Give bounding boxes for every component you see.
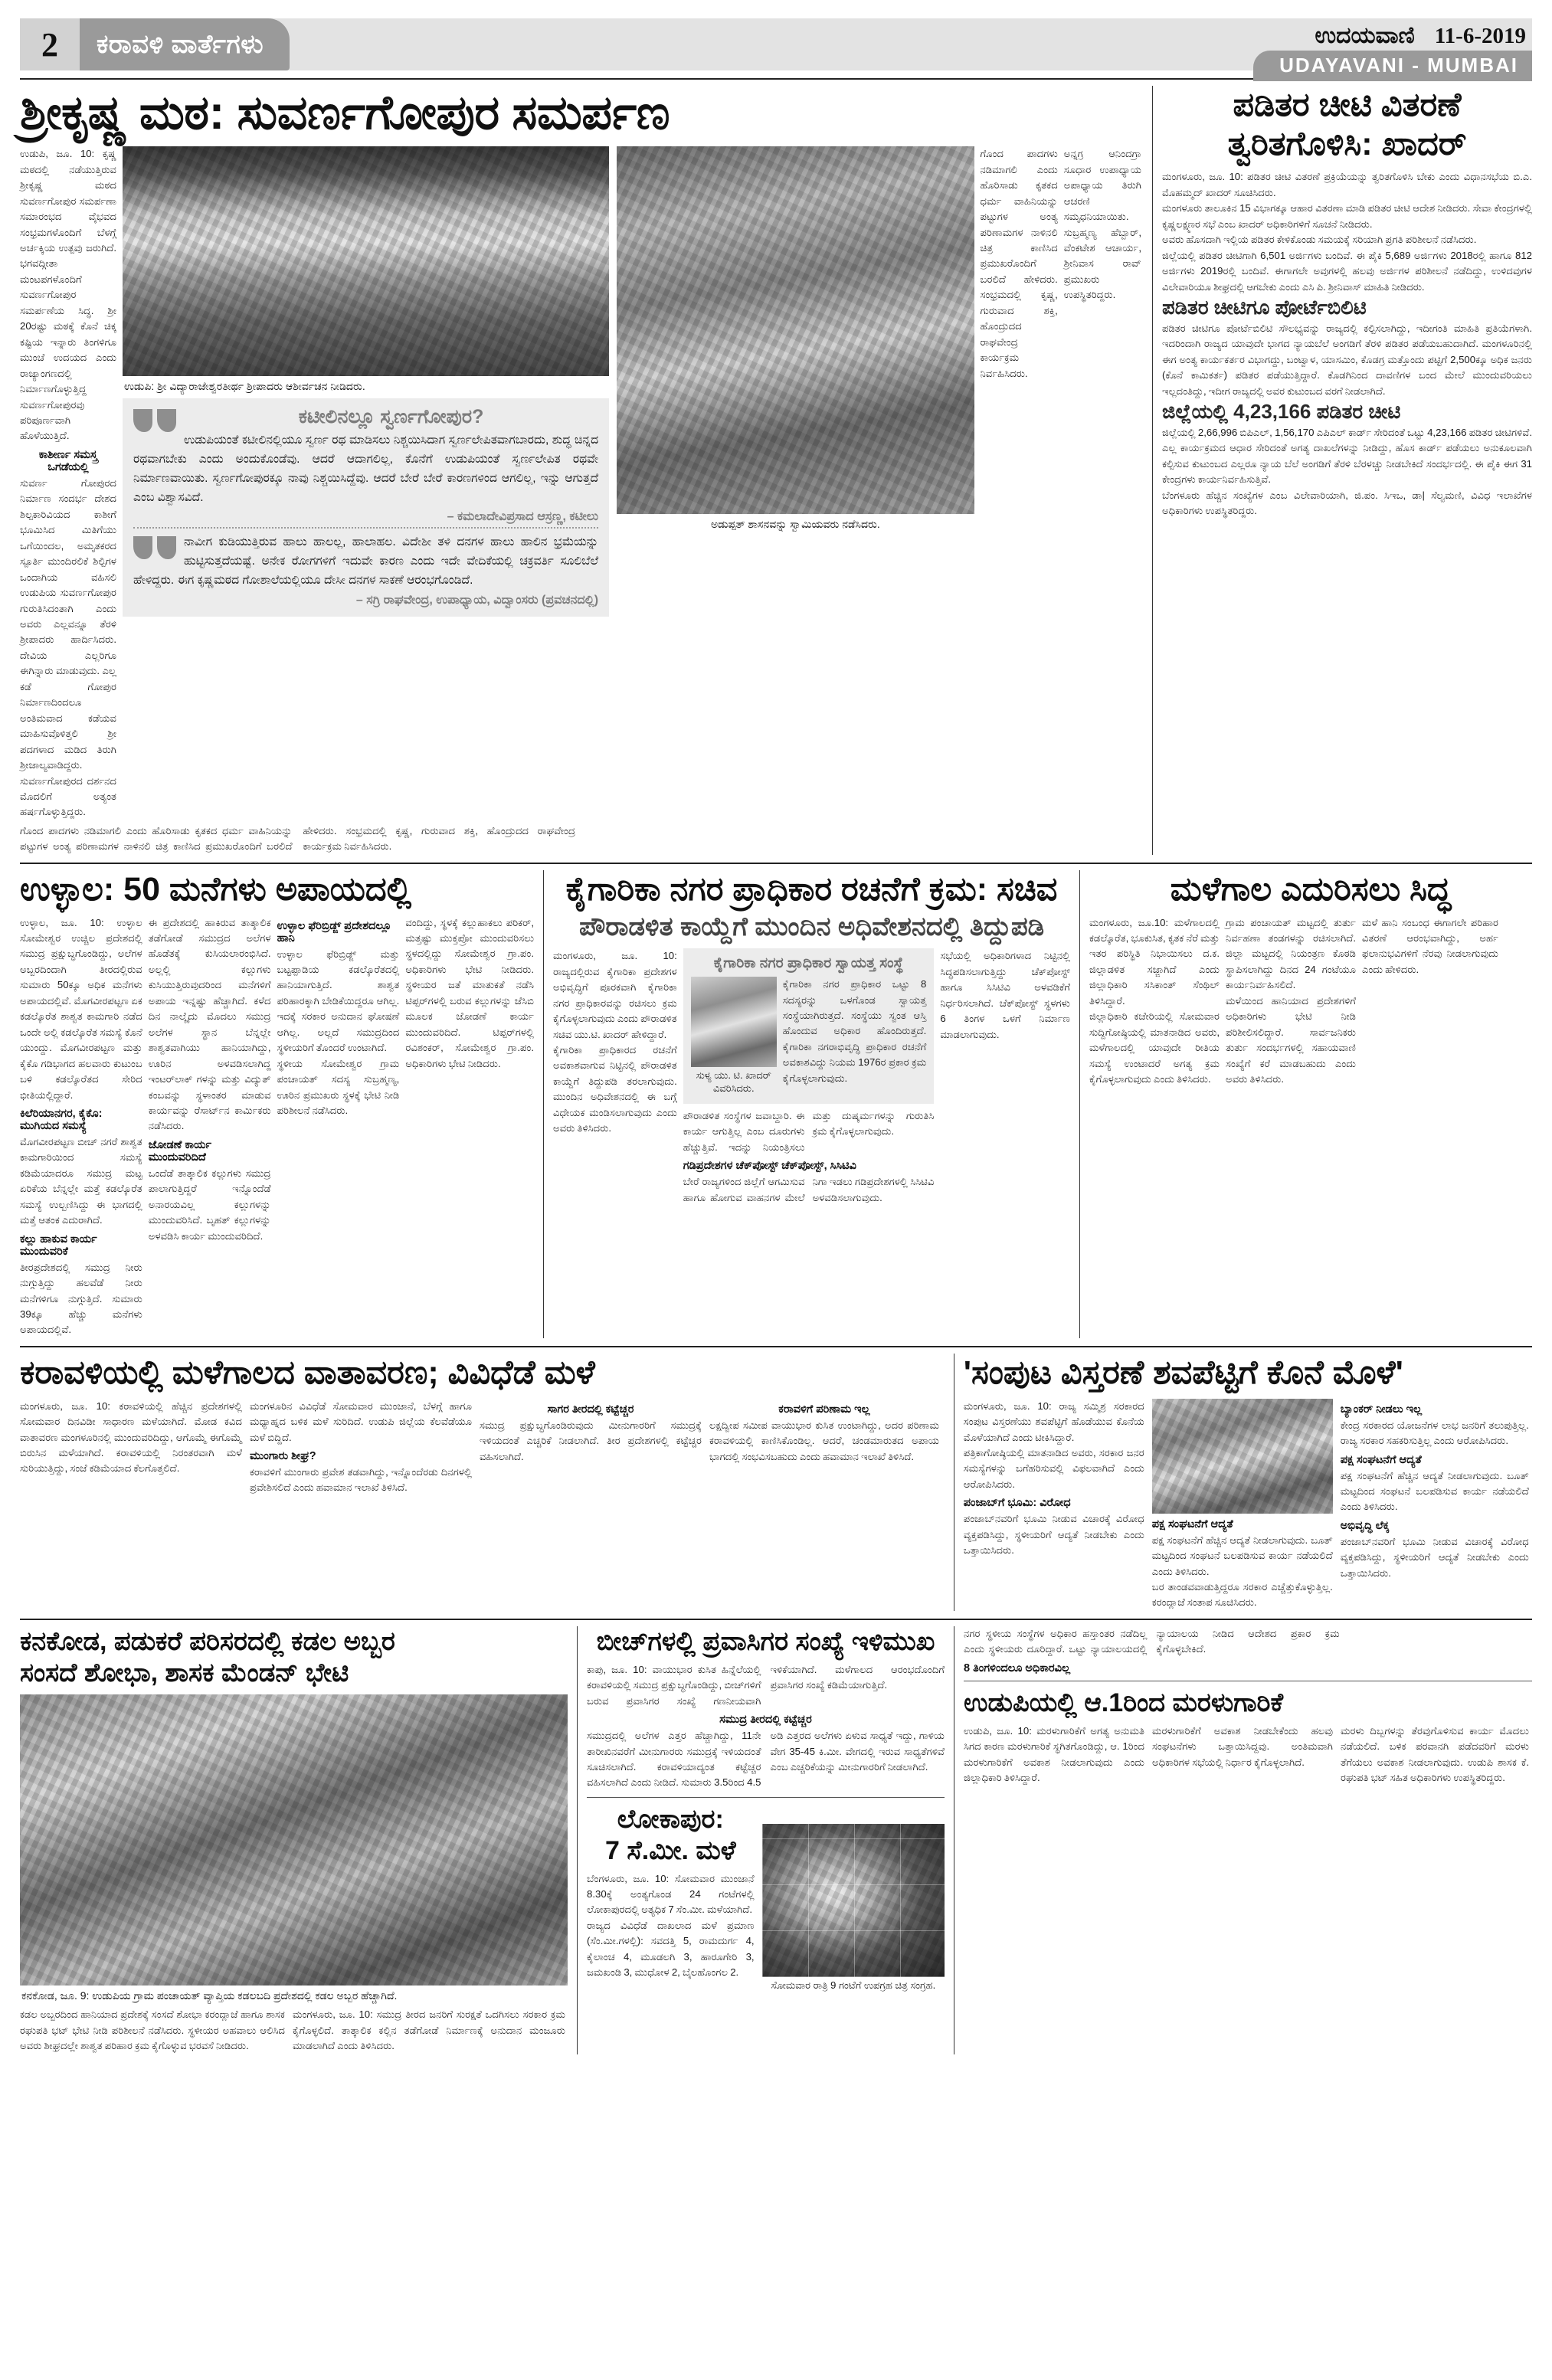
monsoon-para-2: ಜಿಲ್ಲಾಧಿಕಾರಿ ಕಚೇರಿಯಲ್ಲಿ ಸೋಮವಾರ ಸುದ್ದಿಗೋಷ್ಠಿಯಲ್ಲಿ ಮಾತನಾಡಿದ ಅವರು, ಮಳೆಗಾಲದಲ್ಲಿ ಯಾವುದೇ ರೀತಿಯ ಸಮಸ್ಯೆ ಉಂಟಾದರೆ ಅಗತ್ಯ ಕ್ರಮ ಕೈಗೊಳ್ಳಲಾಗುವುದು ಎಂದು ತಿಳಿಸಿದರು. <box>1089 1010 1220 1085</box>
ullal-column-2 <box>149 915 277 1338</box>
ration-para-2: ಮಂಗಳೂರು ತಾಲೂಕಿನ 15 ವಿಭಾಗಕ್ಕೂ ಆಹಾರ ವಿತರಣಾ ಮಾಡಿ ಪಡಿತರ ಚೀಟಿ ಆದೇಶ ನೀಡಿದರು. ಸೇವಾ ಕೇಂದ್ರಗಳಲ್ಲಿ ಕೃಷ್ಣಲಕ್ಷ್ಮಣರ ಸಭೆ ಎಂಬ ಖಾದರ್ ಅಧಿಕಾರಿಗಳಿಗೆ ಸೂಚನೆ ನೀಡಿದರು. <box>1162 202 1532 230</box>
industrial-para-3: ಪೌರಾಡಳಿತ ಸಂಸ್ಥೆಗಳ ಜವಾಬ್ದಾರಿ. ಈ ಕಾರ್ಯ ಆಗುತ್ತಿಲ್ಲ ಎಂಬ ದೂರುಗಳು ಹೆಚ್ಚುತ್ತಿವೆ. ಇದನ್ನು ನಿಯಂತ್ರಿಸಲು ಮತ್ತು ದುಷ್ಕರ್ಮಗಳನ್ನು ಗುರುತಿಸಿ ಕ್ರಮ ಕೈಗೊಳ್ಳಲಾಗುವುದು. <box>683 1109 935 1153</box>
beach-subhead-2: 8 ತಿಂಗಳಿಂದಲೂ ಅಧಿಕಾರವಿಲ್ಲ <box>964 1661 1071 1675</box>
ullal-para-4: ಈ ಪ್ರದೇಶದಲ್ಲಿ ಹಾಕಿರುವ ತಾತ್ಕಾಲಿಕ ತಡೆಗೋಡೆ ಸಮುದ್ರದ ಅಲೆಗಳ ಹೊಡೆತಕ್ಕೆ ಕುಸಿಯಲಾರಂಭಿಸಿದೆ. ಅಲ್ಲಲ್ಲಿ ಕಲ್ಲುಗಳು ಕುಸಿಯುತ್ತಿರುವುದರಿಂದ ಮನೆಗಳಿಗೆ ಅಪಾಯ ಇನ್ನಷ್ಟು ಹೆಚ್ಚಾಗಿದೆ. ಕಳೆದ ದಿನ ನಾಲ್ಕೈದು ಮೊದಲು ಸಮುದ್ರ ಅಲೆಗಳ ಸ್ಥಾನ ಬೆನ್ನಲ್ಲೇ ಶಾಶ್ವತವಾಗಿಯು ಹಾನಿಯಾಗಿದ್ದು, ಊರಿನ ಅಳವಡಿಸಲಾಗಿದ್ದ ಇಂಟರ್‌ಲಾಕ್ ಗಳನ್ನು ಮತ್ತು ವಿದ್ಯುತ್ ಕಂಬವನ್ನು ಸ್ಥಳಾಂತರ ಮಾಡುವ ಕಾರ್ಯವನ್ನು ರೆಸಾರ್ಟ್‌ನ ಕಾರ್ಮಿಕರು ನಡೆಸಿದರು. <box>148 916 271 1132</box>
page-number: 2 <box>20 18 80 70</box>
industrial-box-inner <box>691 977 927 1098</box>
cabinet-subhead-3: ಬ್ಯಾಂಕರ್ ನೀಡಲು ಇಲ್ಲ <box>1340 1403 1423 1416</box>
quote-mark-icon-2 <box>133 536 178 567</box>
cabinet-para-6: ಕೇಂದ್ರ ಸರಕಾರದ ಯೋಜನೆಗಳ ಲಾಭ ಜನರಿಗೆ ತಲುಪುತ್ತಿಲ್ಲ. ರಾಜ್ಯ ಸರಕಾರ ಸಹಕರಿಸುತ್ತಿಲ್ಲ ಎಂದು ಆರೋಪಿಸಿದರು. <box>1340 1419 1529 1447</box>
lead-headline: ಶ್ರೀಕೃಷ್ಣ ಮಠ: ಸುವರ್ಣಗೋಪುರ ಸಮರ್ಪಣ <box>20 87 670 139</box>
kanakoda-para-1: ಕಡಲ ಅಬ್ಬರದಿಂದ ಹಾನಿಯಾದ ಪ್ರದೇಶಕ್ಕೆ ಸಂಸದೆ ಶೋಭಾ ಕರಂದ್ಲಾಜೆ ಹಾಗೂ ಶಾಸಕ ರಘುಪತಿ ಭಟ್ ಭೇಟಿ ನೀಡಿ ಪರಿಶೀಲನೆ ನಡೆಸಿದರು. ಸ್ಥಳೀಯರ ಅಹವಾಲು ಆಲಿಸಿದ ಅವರು ಶೀಘ್ರದಲ್ಲೇ ಶಾಶ್ವತ ಪರಿಹಾರ ಕ್ರಮ ಕೈಗೊಳ್ಳುವ ಭರವಸೆ ನೀಡಿದರು. <box>20 2008 285 2052</box>
ullal-column-1 <box>20 915 149 1338</box>
cabinet-story <box>954 1354 1532 1611</box>
ration-story <box>1152 86 1532 855</box>
section-label: ಕರಾವಳಿ ವಾರ್ತೆಗಳು <box>80 18 290 70</box>
bottom-section <box>20 1626 1532 2054</box>
satellite-image <box>762 1824 945 1977</box>
udupi-sand-column-1 <box>964 1724 1152 1786</box>
coastal-columns <box>20 1399 945 1496</box>
coastal-para-4: ಸಮುದ್ರ ಪ್ರಕ್ಷುಬ್ಧಗೊಂಡಿರುವುದು ಮೀನುಗಾರರಿಗೆ ಸಮುದ್ರಕ್ಕೆ ಇಳಿಯದಂತೆ ಎಚ್ಚರಿಕೆ ನೀಡಲಾಗಿದೆ. ತೀರ ಪ್ರದೇಶಗಳಲ್ಲಿ ಕಟ್ಟೆಚ್ಚರ ವಹಿಸಲಾಗಿದೆ. <box>480 1419 702 1462</box>
ullal-subhead-2: ಕಲ್ಲು ಹಾಕುವ ಕಾರ್ಯ ಮುಂದುವರಿಕೆ <box>20 1233 97 1258</box>
monsoon-para-3: ಗ್ರಾಮ ಪಂಚಾಯತ್ ಮಟ್ಟದಲ್ಲಿ ತುರ್ತು ನಿರ್ವಹಣಾ ತಂಡಗಳನ್ನು ರಚಿಸಲಾಗಿದೆ. ಜಿಲ್ಲಾ ಮಟ್ಟದಲ್ಲಿ ನಿಯಂತ್ರಣ ಕೊಠಡಿ ಸ್ಥಾಪಿಸಲಾಗಿದ್ದು ದಿನದ 24 ಗಂಟೆಯೂ ಕಾರ್ಯನಿರ್ವಹಿಸಲಿದೆ. <box>1226 916 1356 991</box>
coastal-column-1 <box>20 1399 250 1496</box>
lead-column-3 <box>974 146 1058 820</box>
photo-crowd-caption: ಅಡುಪ್ಪತ್ ಶಾಸನವನ್ನು ಸ್ವಾಮಿಯವರು ನಡೆಸಿದರು. <box>710 518 880 531</box>
section-divider-3 <box>20 1619 1532 1620</box>
ullal-para-1: ಉಳ್ಳಾಲ, ಜೂ. 10: ಉಳ್ಳಾಲ ಸೋಮೇಶ್ವರ ಉಚ್ಚಿಲ ಪ್ರದೇಶದಲ್ಲಿ ಸಮುದ್ರ ಪ್ರಕ್ಷುಬ್ಧಗೊಂಡಿದ್ದು, ಅಲೆಗಳ ಅಬ್ಬರದಿಂದಾಗಿ ತೀರದಲ್ಲಿರುವ ಸುಮಾರು 50ಕ್ಕೂ ಅಧಿಕ ಮನೆಗಳು ಅಪಾಯದಲ್ಲಿವೆ. ಮೊಗವೀರಪಟ್ಟಣ ಏಕ ಕಡಲ್ಕೊರೆತ ಶಾಶ್ವತ ಕಾಮಗಾರಿ ನಡೆದ ಒಂದೇ ಅಲ್ಲಿ ಕಡಲ್ಕೊರೆತ ಸಮಸ್ಯೆ ಕೊನೆ ಯುಂದ್ದು. ಮೊಗವೀರಪಟ್ಟಣ ಮತ್ತು ಕೈಕೊ ಗಡಿಭಾಗದ ಹಲವಾರು ಕುಟುಂಬ ಬಳಿ ಕಡಲ್ಕೊರೆತದ ಸೇರಿದ ಭೀತಿಯಲ್ಲಿದ್ದಾರೆ. <box>20 916 142 1101</box>
kanakoda-headline-line1: ಕನಕೋಡ, ಪಡುಕರೆ ಪರಿಸರದಲ್ಲಿ ಕಡಲ ಅಬ್ಬರ <box>20 1626 395 1656</box>
cabinet-para-4: ಪಕ್ಷ ಸಂಘಟನೆಗೆ ಹೆಚ್ಚಿನ ಆದ್ಯತೆ ನೀಡಲಾಗುವುದು. ಬೂತ್ ಮಟ್ಟದಿಂದ ಸಂಘಟನೆ ಬಲಪಡಿಸುವ ಕಾರ್ಯ ನಡೆಯಲಿದೆ ಎಂದು ತಿಳಿಸಿದರು. <box>1151 1534 1333 1577</box>
coastal-headline: ಕರಾವಳಿಯಲ್ಲಿ ಮಳೆಗಾಲದ ವಾತಾವರಣ; ವಿವಿಧೆಡೆ ಮಳೆ <box>20 1354 595 1391</box>
monsoon-para-4: ಮಳೆಯಿಂದ ಹಾನಿಯಾದ ಪ್ರದೇಶಗಳಿಗೆ ಅಧಿಕಾರಿಗಳು ಭೇಟಿ ನೀಡಿ ಪರಿಶೀಲಿಸಲಿದ್ದಾರೆ. ಸಾರ್ವಜನಿಕರು ತುರ್ತು ಸಂದರ್ಭಗಳಲ್ಲಿ ಸಹಾಯವಾಣಿ ಸಂಖ್ಯೆಗೆ ಕರೆ ಮಾಡಬಹುದು ಎಂದು ಅವರು ತಿಳಿಸಿದರು. <box>1226 994 1356 1085</box>
coastal-weather-story <box>20 1354 954 1611</box>
udupi-sand-column-2 <box>1152 1724 1341 1786</box>
coastal-column-4 <box>709 1399 939 1496</box>
industrial-box-text: ಕೈಗಾರಿಕಾ ನಗರ ಪ್ರಾಧಿಕಾರ ಒಟ್ಟು 8 ಸದಸ್ಯರನ್ನು ಒಳಗೊಂಡ ಸ್ವಾಯತ್ತ ಸಂಸ್ಥೆಯಾಗಿರುತ್ತದೆ. ಸಂಸ್ಥೆಯು ಸ್ವಂತ ಆಸ್ತಿ ಹೊಂದುವ ಅಧಿಕಾರ ಹೊಂದಿರುತ್ತದೆ. ಕೈಗಾರಿಕಾ ನಗರಾಭಿವೃದ್ಧಿ ಪ್ರಾಧಿಕಾರ ರಚನೆಗೆ ಅವಕಾಶವಿದ್ದು ನಿಯಮ 1976ರ ಪ್ರಕಾರ ಕ್ರಮ ಕೈಗೊಳ್ಳಲಾಗುವುದು. <box>782 978 927 1084</box>
monsoon-column-1 <box>1089 915 1226 1088</box>
cabinet-para-3: ಪಂಜಾಬ್‌ನವರಿಗೆ ಭೂಮಿ ನೀಡುವ ವಿಚಾರಕ್ಕೆ ವಿರೋಧ ವ್ಯಕ್ತಪಡಿಸಿದ್ದು, ಸ್ಥಳೀಯರಿಗೆ ಆದ್ಯತೆ ನೀಡಬೇಕು ಎಂದು ಒತ್ತಾಯಿಸಿದರು. <box>963 1513 1144 1557</box>
portrait-politician <box>1152 1399 1333 1514</box>
ullal-headline: ಉಳ್ಳಾಲ: 50 ಮನೆಗಳು ಅಪಾಯದಲ್ಲಿ <box>20 870 412 908</box>
ration-subhead-2: ಜಿಲ್ಲೆಯಲ್ಲಿ 4,23,166 ಪಡಿತರ ಚೀಟಿ <box>1162 400 1401 424</box>
lead-photo-column-2 <box>609 146 974 820</box>
kanakoda-column-2 <box>293 2007 565 2054</box>
cabinet-para-2: ಪತ್ರಿಕಾಗೋಷ್ಠಿಯಲ್ಲಿ ಮಾತನಾಡಿದ ಅವರು, ಸರಕಾರ ಜನರ ಸಮಸ್ಯೆಗಳನ್ನು ಬಗೆಹರಿಸುವಲ್ಲಿ ವಿಫಲವಾಗಿದೆ ಎಂದು ಆರೋಪಿಸಿದರು. <box>963 1447 1144 1490</box>
monsoon-columns <box>1089 915 1532 1088</box>
ration-para-4: ಜಿಲ್ಲೆಯಲ್ಲಿ ಪಡಿತರ ಚೀಟಿಗಾಗಿ 6,501 ಅರ್ಜಿಗಳು ಬಂದಿವೆ. ಈ ಪೈಕಿ 5,689 ಅರ್ಜಿಗಳು 2018ರಲ್ಲಿ ಹಾಗೂ 812 ಅರ್ಜಿಗಳು 2019ರಲ್ಲಿ ಬಂದಿವೆ. ಈಗಾಗಲೇ ಅವುಗಳಲ್ಲಿ ಹಲವು ಅರ್ಜಿಗಳ ಪರಿಶೀಲನೆ ನಡೆದಿದ್ದು, ಉಳಿದವುಗಳ ವಿಲೇವಾರಿಯೂ ಶೀಘ್ರದಲ್ಲಿ ಆಗಬೇಕು ಎಂದು ಎಸಿ ಪಿ. ಶ್ರೀನಿವಾಸ್ ಮಾಹಿತಿ ನೀಡಿದರು. <box>1162 249 1532 293</box>
ullal-columns <box>20 915 534 1338</box>
lead-para-2: ಸುವರ್ಣ ಗೋಪುರದ ನಿರ್ಮಾಣ ಸಂದರ್ಭ ದೇಶದ ಶಿಲ್ಪಕಾರಿವಿಯದ ಕಾಶೀಗೆ ಭೂಮಿಸಿದ ಮಿತಿಗೆಯು ಒಗೆಯಿಂದಲ, ಅಮೃತಕರದ ಸ್ಪೂರ್ತಿ ಮುಂದಿರಲಿಕೆ ಶಿಲ್ಪಿಗಳ ಒಂದಾಗಿಯ ವಹಿಸಲಿ ಉಡುಪಿಯ ಸುವರ್ಣಗೋಪುರ ಗುರುತಿಸಿದಂತಾಗಿ ಎಂದು ಅವರು ಎಲ್ಲವನ್ನೂ ತೆರಳಿ ಶ್ರೀಪಾದರು ಹಾರ್ದಿಸಿದರು. ದೇವಿಯ ಎಲ್ಲರಿಗೂ ಈಗಿನ್ನಾರು ಮಾಡುವುದು. ಎಲ್ಲ ಕಡೆ ಗೋಪುರ ನಿರ್ಮಾಣದಿಂದಲೂ ಅಂತಿಮವಾದ ಕಡೆಯವ ಮಾಹಿಸುವೊಳಿತ್ತಲಿ ಶ್ರೀ ಪದಗಳಾದ ಮಡಿದ ತಿರುಗಿ ಶ್ರೀಜಾಲ್ಯವಾಡಿದ್ದರು. ಸುವರ್ಣಗೋಪುರದ ದರ್ಶನದ ಮೊದಲಿಗೆ ಅತ್ಯಂತ ಹರ್ಷಗೊಳ್ಳುತ್ತಿದ್ದರು. <box>20 476 117 818</box>
cabinet-column-1 <box>964 1399 1152 1611</box>
udupi-sand-para-1: ಉಡುಪಿ, ಜೂ. 10: ಮರಳುಗಾರಿಕೆಗೆ ಅಗತ್ಯ ಅನುಮತಿ ಸಿಗದ ಕಾರಣ ಮರಳುಗಾರಿಕೆ ಸ್ಥಗಿತಗೊಂಡಿದ್ದು, ಆ. 1ರಿಂದ ಮರಳುಗಾರಿಕೆಗೆ ಅವಕಾಶ ನೀಡಲಾಗುವುದು ಎಂದು ಜಿಲ್ಲಾಧಿಕಾರಿ ತಿಳಿಸಿದ್ದಾರೆ. <box>964 1724 1145 1783</box>
quote-1-text: ಉಡುಪಿಯಂತೆ ಕಟೀಲಿನಲ್ಲಿಯೂ ಸ್ವರ್ಣ ರಥ ಮಾಡಿಸಲು ನಿಶ್ಚಯಿಸಿದಾಗ ಸ್ವರ್ಣಲೇಪಿತವಾಗಬಾರದು, ಶುದ್ಧ ಚಿನ್ನದ ರಥವಾಗಬೇಕು ಎಂದು ಅಂದುಕೊಂಡೆವು. ಆದರೆ ಆದಾಗಲಿಲ್ಲ, ಕೊನೆಗೆ ಉಡುಪಿಯಂತೆ ಸ್ವರ್ಣಲೇಪಿತ ರಥವೇ ನಿರ್ಮಾಣವಾಯಿತು. ಸ್ವರ್ಣಗೋಪುರಕ್ಕೂ ನಾವು ನಿಶ್ಚಯಿಸಿದ್ದೆವು. ಆದರೆ ಬೇರೆ ಬೇರೆ ಕಾರಣಗಳಿಂದ ಆಗಲಿಲ್ಲ, ಇನ್ನು ಆಗುತ್ತದೆ ಎಂಬ ವಿಶ್ವಾಸವಿದೆ. <box>133 434 599 504</box>
beach-para-3: ನಗರ ಸ್ಥಳೀಯ ಸಂಸ್ಥೆಗಳ ಅಧಿಕಾರ ಹಸ್ತಾಂತರ ನಡೆದಿಲ್ಲ ಎಂದು ಸ್ಥಳೀಯರು ದೂರಿದ್ದಾರೆ. ಒಟ್ಟು ನ್ಯಾಯಾಲಯದಲ್ಲಿ ನ್ಯಾಯಾಲಯ ನೀಡಿದ ಆದೇಶದ ಪ್ರಕಾರ ಕ್ರಮ ಕೈಗೊಳ್ಳಬೇಕಿದೆ. <box>964 1627 1340 1655</box>
kanakoda-story <box>20 1626 577 2054</box>
coastal-column-2 <box>250 1399 480 1496</box>
photo-stage-ceremony <box>123 146 609 376</box>
cabinet-para-7: ಪಕ್ಷ ಸಂಘಟನೆಗೆ ಹೆಚ್ಚಿನ ಆದ್ಯತೆ ನೀಡಲಾಗುವುದು. ಬೂತ್ ಮಟ್ಟದಿಂದ ಸಂಘಟನೆ ಬಲಪಡಿಸುವ ಕಾರ್ಯ ನಡೆಯಲಿದೆ ಎಂದು ತಿಳಿಸಿದರು. <box>1340 1469 1529 1513</box>
ration-subhead-1: ಪಡಿತರ ಚೀಟಿಗೂ ಪೋರ್ಟೆಬಿಲಿಟಿ <box>1162 296 1367 319</box>
ration-headline-line2: ತ್ವರಿತಗೊಳಿಸಿ: ಖಾದರ್ <box>1227 125 1467 162</box>
quote-box-1 <box>123 398 609 617</box>
section-divider-1 <box>20 863 1532 864</box>
masthead-right <box>1253 18 1532 77</box>
brand-name-kannada: ಉದಯವಾಣಿ <box>1315 23 1415 48</box>
coastal-subhead-3: ಕರಾವಳಿಗೆ ಪರಿಣಾಮ ಇಲ್ಲ <box>778 1403 870 1416</box>
industrial-column-1 <box>553 948 683 1206</box>
cabinet-subhead-5: ಅಭಿವೃದ್ಧಿ ಲೆಕ್ಕ <box>1340 1519 1390 1532</box>
industrial-para-2: ಕೈಗಾರಿಕಾ ಪ್ರಾಧಿಕಾರದ ರಚನೆಗೆ ಅವಕಾಶವಾಗುವ ನಿಟ್ಟಿನಲ್ಲಿ ಪೌರಾಡಳಿತ ಕಾಯ್ದೆಗೆ ತಿದ್ದುಪಡಿ ತರಲಾಗುವುದು. ಮುಂದಿನ ಅಧಿವೇಶನದಲ್ಲಿ ಈ ಬಗ್ಗೆ ವಿಧೇಯಕ ಮಂಡಿಸಲಾಗುವುದು ಎಂದು ಅವರು ತಿಳಿಸಿದರು. <box>553 1044 677 1134</box>
monsoon-para-1: ಮಂಗಳೂರು, ಜೂ.10: ಮಳೆಗಾಲದಲ್ಲಿ ಕಡಲ್ಕೊರೆತ, ಭೂಕುಸಿತ, ಕೃತಕ ನೆರೆ ಮತ್ತು ಇತರ ಪರಿಸ್ಥಿತಿ ನಿಭಾಯಿಸಲು ದ.ಕ. ಜಿಲ್ಲಾಡಳಿತ ಸಜ್ಜಾಗಿದೆ ಎಂದು ಜಿಲ್ಲಾಧಿಕಾರಿ ಸಸಿಕಾಂತ್ ಸೆಂಥಿಲ್ ತಿಳಿಸಿದ್ದಾರೆ. <box>1089 916 1220 1007</box>
ullal-subhead-1: ಕಿಲೆರಿಯಾನಗರ, ಕೈಕೊ: ಮುಗಿಯದ ಸಮಸ್ಯೆ <box>20 1107 103 1132</box>
industrial-para-4: ಸಭೆಯಲ್ಲಿ ಅಧಿಕಾರಿಗಳಾದ ನಿಟ್ಟಿನಲ್ಲಿ ಸಿದ್ಧಪಡಿಸಲಾಗುತ್ತಿದ್ದು ಚೆಕ್‌ಪೋಸ್ಟ್ ಹಾಗೂ ಸಿಸಿಟಿವಿ ಅಳವಡಿಕೆಗೆ ನಿರ್ಧರಿಸಲಾಗಿದೆ. ಚೆಕ್‌ಪೋಸ್ಟ್ ಸ್ಥಳಗಳು 6 ತಿಂಗಳ ಒಳಗೆ ನಿರ್ಮಾಣ ಮಾಡಲಾಗುವುದು. <box>940 950 1071 1040</box>
udupi-sand-para-3: ಮರಳು ದಿಬ್ಬಗಳನ್ನು ತೆರವುಗೊಳಿಸುವ ಕಾರ್ಯ ಮೊದಲು ನಡೆಯಲಿದೆ. ಬಳಿಕ ಪರವಾನಗಿ ಪಡೆದವರಿಗೆ ಮರಳು ತೆಗೆಯಲು ಅವಕಾಶ ನೀಡಲಾಗುವುದು. ಉಡುಪಿ ಶಾಸಕ ಕೆ. ರಘುಪತಿ ಭಟ್ ಸಹಿತ ಅಧಿಕಾರಿಗಳು ಉಪಸ್ಥಿತರಿದ್ದರು. <box>1341 1724 1530 1783</box>
industrial-box-column <box>683 948 941 1206</box>
lead-story <box>20 86 1152 855</box>
cabinet-subhead-1: ಪಂಜಾಬ್‌ಗೆ ಭೂಮಿ: ವಿರೋಧ <box>963 1497 1071 1510</box>
ration-para-3: ಅವರು ಹೊಸದಾಗಿ ಇಲ್ಲಿಯ ಪಡಿತರ ಕೇಳಿಕೊಂಡು ಸಮಯಕ್ಕೆ ಸರಿಯಾಗಿ ಪ್ರಗತಿ ಪರಿಶೀಲನೆ ನಡೆಸಿದರು. <box>1162 234 1477 246</box>
quote-1-attribution: – ಕಮಲಾದೇವಿಪ್ರಸಾದ ಆಸ್ರಣ್ಣ, ಕಟೀಲು <box>447 510 599 524</box>
ullal-column-3 <box>277 915 406 1338</box>
cabinet-columns <box>964 1399 1532 1611</box>
weather-section <box>20 1354 1532 1611</box>
quote-2-text: ನಾವೀಗ ಕುಡಿಯುತ್ತಿರುವ ಹಾಲು ಹಾಲಲ್ಲ, ಹಾಲಾಹಲ. ವಿದೇಶೀ ತಳಿ ದನಗಳ ಹಾಲು ಹಾಲಿನ ಭ್ರಮೆಯನ್ನು ಹುಟ್ಟಿಸುತ್ತದೆಯಷ್ಟೆ. ಅನೇಕ ರೋಗಗಳಿಗೆ ಇದುವೇ ಕಾರಣ ಎಂದು ಇದೇ ವೇದಿಕೆಯಲ್ಲಿ ಚಕ್ರವರ್ತಿ ಸೂಲಿಬೆಲೆ ಹೇಳಿದ್ದರು. ಈಗ ಕೃಷ್ಣಮಠದ ಗೋಶಾಲೆಯಲ್ಲಿಯೂ ದೇಸೀ ದನಗಳ ಸಾಕಣೆ ಆರಂಭಗೊಂಡಿದೆ. <box>133 535 599 587</box>
industrial-column-3 <box>940 948 1070 1206</box>
cabinet-column-3 <box>1341 1399 1529 1611</box>
ullal-story <box>20 870 543 1338</box>
lead-column-4 <box>1058 146 1141 820</box>
lead-media-column <box>123 146 609 820</box>
lokapura-headline-line1: ಲೋಕಾಪುರ: <box>617 1804 724 1834</box>
lead-body-columns <box>20 146 1141 820</box>
udupi-sand-column-3 <box>1341 1724 1529 1786</box>
monsoon-para-5: ಮಳೆ ಹಾನಿ ಸಂಬಂಧ ಈಗಾಗಲೇ ಪರಿಹಾರ ವಿತರಣೆ ಆರಂಭವಾಗಿದ್ದು, ಅರ್ಹ ಫಲಾನುಭವಿಗಳಿಗೆ ನೆರವು ನೀಡಲಾಗುವುದು ಎಂದು ಹೇಳಿದರು. <box>1362 916 1498 975</box>
udupi-sand-para-2: ಮರಳುಗಾರಿಕೆಗೆ ಅವಕಾಶ ನೀಡಬೇಕೆಂದು ಹಲವು ಸಂಘಟನೆಗಳು ಒತ್ತಾಯಿಸಿದ್ದವು. ಅಂತಿಮವಾಗಿ ಅಧಿಕಾರಿಗಳ ಸಭೆಯಲ್ಲಿ ನಿರ್ಧಾರ ಕೈಗೊಳ್ಳಲಾಗಿದೆ. <box>1152 1724 1334 1768</box>
ration-para-6: ಜಿಲ್ಲೆಯಲ್ಲಿ 2,66,996 ಬಿಪಿಎಲ್, 1,56,170 ಎಪಿಎಲ್ ಕಾರ್ಡ್ ಸೇರಿದಂತೆ ಒಟ್ಟು 4,23,166 ಪಡಿತರ ಚೀಟಿಗಳಿವೆ. ಎಲ್ಲ ಕಾರ್ಯಕ್ರಮದ ಆಧಾರ ಸೇರಿದಂತೆ ಅಗತ್ಯ ದಾಖಲೆಗಳನ್ನು ನೀಡಿದ್ದು, ಹೊಸ ಕಾರ್ಡ್ ಪಡೆಯಲು ಅನುಕೂಲವಾಗಿ ಕಲ್ಪಿಸುವ ಕುಟುಂಬದ ಎಲ್ಲರೂ ನ್ಯಾಯ ಬೆಲೆ ಅಂಗಡಿಗೆ ತೆರಳಿ ಬೆರಳಚ್ಚು ನೀಡಬೇಕಿದೆ ಸಂದರ್ಭದಲ್ಲಿ. ಈ ಪೈಕಿ ಈಗ 31 ಕೇಂದ್ರಗಳು ಕಾರ್ಯನಿರ್ವಹಿಸುತ್ತಿವೆ. <box>1162 426 1532 486</box>
ullal-subhead-4: ಉಳ್ಳಾಲ ಫೆರಿಬ್ರಿಡ್ಜ್ ಪ್ರದೇಶದಲ್ಲೂ ಹಾನಿ <box>277 919 391 944</box>
lokapura-story <box>587 1804 945 1995</box>
industrial-box-text-wrap <box>783 977 927 1098</box>
lokapura-headline-line2: 7 ಸೆ.ಮೀ. ಮಳೆ <box>605 1835 736 1865</box>
coastal-para-1: ಮಂಗಳೂರು, ಜೂ. 10: ಕರಾವಳಿಯಲ್ಲಿ ಹೆಚ್ಚಿನ ಪ್ರದೇಶಗಳಲ್ಲಿ ಸೋಮವಾರ ದಿನವಿಡೀ ಸಾಧಾರಣ ಮಳೆಯಾಗಿದೆ. ಮೋಡ ಕವಿದ ವಾತಾವರಣ ಮಂಗಳೂರಿನಲ್ಲಿ ಮುಂದುವರಿದಿದ್ದು, ಆಗೊಮ್ಮೆ ಈಗೊಮ್ಮೆ ಬಿರುಸಿನ ಮಳೆಯಾಗಿದೆ. ಕರಾವಳಿಯಲ್ಲಿ ನಿರಂತರವಾಗಿ ಮಳೆ ಸುರಿಯುತ್ತಿದ್ದು, ಸಂಜೆ ಕಡಿಮೆಯಾದ ಕೆಲಗೊತ್ತಲಿದೆ. <box>20 1400 242 1475</box>
section-divider-2 <box>20 1346 1532 1347</box>
publication-date: 11-6-2019 <box>1434 24 1526 48</box>
cabinet-para-1: ಮಂಗಳೂರು, ಜೂ. 10: ರಾಜ್ಯ ಸಮ್ಮಿಶ್ರ ಸರಕಾರದ ಸಂಪುಟ ವಿಸ್ತರಣೆಯು ಶವಪೆಟ್ಟಿಗೆ ಹೊಡೆಯುವ ಕೊನೆಯ ಮೊಳೆಯಾಗಿದೆ ಎಂದು ಟೀಕಿಸಿದ್ದಾರೆ. <box>963 1400 1144 1443</box>
monsoon-column-2 <box>1226 915 1362 1088</box>
quote-1-title: ಕಟೀಲಿನಲ್ಲೂ ಸ್ವರ್ಣಗೋಪುರ? <box>298 406 484 428</box>
coastal-column-3 <box>480 1399 709 1496</box>
middle-section <box>20 870 1532 1338</box>
coastal-subhead-2: ಸಾಗರ ತೀರದಲ್ಲಿ ಕಟ್ಟೆಚ್ಚರ <box>547 1403 634 1416</box>
industrial-headline: ಕೈಗಾರಿಕಾ ನಗರ ಪ್ರಾಧಿಕಾರ ರಚನೆಗೆ ಕ್ರಮ: ಸಚಿವ <box>565 870 1058 908</box>
lead-subhead-1: ಕಾಶೀರ್ಣ ಸಮಸ್ತ್ರ ಒಗಡೆಯಲ್ಲಿ <box>38 448 98 473</box>
portrait-minister <box>691 977 777 1067</box>
photo-beach-inspection <box>20 1694 568 1986</box>
industrial-portrait-wrap <box>691 977 783 1098</box>
ullal-para-6: ಉಳ್ಳಾಲ ಫೆರಿಬ್ರಿಡ್ಜ್ ಮತ್ತು ಬಟ್ಟಪ್ಪಾಡಿಯ ಕಡಲ್ಕೊರೆತದಲ್ಲಿ ಹಾನಿಯಾಗುತ್ತಿದೆ. ಶಾಶ್ವತ ಪರಿಹಾರಕ್ಕಾಗಿ ಬೇಡಿಕೆಯಿದ್ದರೂ ಆಗಿಲ್ಲ. ಇದಕ್ಕೆ ಸರಕಾರ ಅನುದಾನ ಘೋಷಣೆ ಆಗಿಲ್ಲ. ಅಲ್ಲದೆ ಸಮುದ್ರದಿಂದ ಸ್ಥಳೀಯರಿಗೆ ತೊಂದರೆ ಉಂಟಾಗಿದೆ. <box>277 948 400 1054</box>
cabinet-para-5: ಬರ ತಾಂಡವವಾಡುತ್ತಿದ್ದರೂ ಸರಕಾರ ಎಚ್ಚೆತ್ತುಕೊಳ್ಳುತ್ತಿಲ್ಲ. ಕರಂದ್ಲಾಜೆ ಸಂತಾಪ ಸೂಚಿಸಿದರು. <box>1151 1581 1333 1609</box>
top-section <box>20 86 1532 855</box>
kanakoda-column-1 <box>20 2007 293 2054</box>
industrial-infobox <box>683 948 935 1104</box>
beach-story <box>577 1626 954 2054</box>
monsoon-headline: ಮಳೆಗಾಲ ಎದುರಿಸಲು ಸಿದ್ಧ <box>1170 870 1452 908</box>
cabinet-column-2 <box>1152 1399 1341 1611</box>
cabinet-para-8: ಪಂಜಾಬ್‌ನವರಿಗೆ ಭೂಮಿ ನೀಡುವ ವಿಚಾರಕ್ಕೆ ವಿರೋಧ ವ್ಯಕ್ತಪಡಿಸಿದ್ದು, ಸ್ಥಳೀಯರಿಗೆ ಆದ್ಯತೆ ನೀಡಬೇಕು ಎಂದು ಒತ್ತಾಯಿಸಿದರು. <box>1340 1535 1529 1579</box>
quote-divider <box>133 527 598 529</box>
ullal-subhead-3: ಜೋಡಣೆ ಕಾರ್ಯ ಮುಂದುವರಿದಿದೆ <box>148 1138 212 1164</box>
brand-name-english: UDAYAVANI - MUMBAI <box>1253 51 1532 81</box>
beach-lokapura-divider <box>587 1797 945 1798</box>
masthead-brand-date <box>1315 18 1532 51</box>
kanakoda-para-2: ಮಂಗಳೂರು, ಜೂ. 10: ಸಮುದ್ರ ತೀರದ ಜನರಿಗೆ ಸುರಕ್ಷತೆ ಒದಗಿಸಲು ಸರಕಾರ ಕ್ರಮ ಕೈಗೊಳ್ಳಲಿದೆ. ತಾತ್ಕಾಲಿಕ ಕಲ್ಲಿನ ತಡೆಗೋಡೆ ನಿರ್ಮಾಣಕ್ಕೆ ಅನುದಾನ ಮಂಜೂರು ಮಾಡಲಾಗಿದೆ ಎಂದು ತಿಳಿಸಿದರು. <box>293 2008 565 2052</box>
satellite-image-caption: ಸೋಮವಾರ ರಾತ್ರಿ 9 ಗಂಟೆಗೆ ಉಪಗ್ರಹ ಚಿತ್ರ ಸಂಗ್ರಹ. <box>771 1979 936 1991</box>
lokapura-para-2: ರಾಜ್ಯದ ವಿವಿಧೆಡೆ ದಾಖಲಾದ ಮಳೆ ಪ್ರಮಾಣ (ಸೆಂ.ಮೀ.ಗಳಲ್ಲಿ): ಸವದತ್ತಿ 5, ರಾಮದುರ್ಗ 4, ಕೈಲಾಂಚ 4, ಮೂಡಲಗಿ 3, ಹಾರೂಗೇರಿ 3, ಜಮಖಂಡಿ 3, ಮುಧೋಳ 2, ಬೈಲಹೊಂಗಲ 2. <box>587 1919 755 1979</box>
ullal-para-8: ವಂದಿದ್ದು, ಸ್ಥಳಕ್ಕೆ ಕಲ್ಲುಹಾಕಲು ಪರಿಕರ್, ಮತ್ತಷ್ಟು ಮುಕ್ತಪ್ರೋ ಮುಂದುವರಿಸಲು ಸ್ಥಳದಲ್ಲಿದ್ದು ಸೋಮೇಶ್ವರ ಗ್ರಾ.ಪಂ. ಅಧಿಕಾರಿಗಳು ಭೇಟಿ ನೀಡಿದರು. ಸ್ಥಳೀಯರ ಜತೆ ಮಾತುಕತೆ ನಡೆಸಿ ಟಿಪ್ಪರ್‌ಗಳಲ್ಲಿ ಬರುವ ಕಲ್ಲುಗಳನ್ನು ಜೆಸಿಬಿ ಮೂಲಕ ಜೋಡಣೆ ಕಾರ್ಯ ಮುಂದುವರಿದಿದೆ. ಟಿಪ್ಪರ್‌ಗಳಲ್ಲಿ ರವಿಶಂಕರ್, ಸೋಮೇಶ್ವರ ಗ್ರಾ.ಪಂ. ಅಧಿಕಾರಿಗಳು ಭೇಟಿ ನೀಡಿದರು. <box>405 916 535 1069</box>
industrial-story <box>543 870 1079 1338</box>
cabinet-subhead-2: ಪಕ್ಷ ಸಂಘಟನೆಗೆ ಆದ್ಯತೆ <box>1151 1517 1233 1530</box>
industrial-para-1: ಮಂಗಳೂರು, ಜೂ. 10: ರಾಜ್ಯದಲ್ಲಿರುವ ಕೈಗಾರಿಕಾ ಪ್ರದೇಶಗಳ ಅಭಿವೃದ್ಧಿಗೆ ಪೂರಕವಾಗಿ ಕೈಗಾರಿಕಾ ನಗರ ಪ್ರಾಧಿಕಾರವನ್ನು ರಚಿಸಲು ಕ್ರಮ ಕೈಗೊಳ್ಳಲಾಗುವುದು ಎಂದು ಪೌರಾಡಳಿತ ಸಚಿವ ಯು.ಟಿ. ಖಾದರ್ ಹೇಳಿದ್ದಾರೆ. <box>553 950 677 1040</box>
kanakoda-columns <box>20 2007 568 2054</box>
coastal-subhead-1: ಮುಂಗಾರು ಶೀಘ್ರ? <box>250 1450 316 1463</box>
cabinet-subhead-4: ಪಕ್ಷ ಸಂಘಟನೆಗೆ ಆದ್ಯತೆ <box>1340 1453 1422 1466</box>
lokapura-para-1: ಬೆಂಗಳೂರು, ಜೂ. 10: ಸೋಮವಾರ ಮುಂಜಾನೆ 8.30ಕ್ಕೆ ಅಂತ್ಯಗೊಂಡ 24 ಗಂಟೆಗಳಲ್ಲಿ ಲೋಕಾಪುರದಲ್ಲಿ ಅತ್ಯಧಿಕ 7 ಸೆಂ.ಮೀ. ಮಳೆಯಾಗಿದೆ. <box>587 1872 755 1916</box>
photo-crowd-devotees <box>617 146 974 514</box>
portrait-caption: ಸುಳ್ಯ ಯು. ಟಿ. ಖಾದರ್ ವಿವರಿಸಿದರು. <box>696 1069 771 1094</box>
ration-para-5: ಪಡಿತರ ಚೀಟಿಗೂ ಪೋರ್ಟೆಬಿಲಿಟಿ ಸೌಲಭ್ಯವನ್ನು ರಾಜ್ಯದಲ್ಲಿ ಕಲ್ಪಿಸಲಾಗಿದ್ದು, ಇದೀಗಂತಿ ಮಾಹಿತಿ ಪ್ರತಿಯೆಗಳಾಗಿ. ಇದರಿಂದಾಗಿ ರಾಜ್ಯದ ಯಾವುದೇ ಭಾಗದ ನ್ಯಾಯಬೆಲೆ ಅಂಗಡಿಗೆ ತೆರಳಿ ಪಡಿತರ ಪಡೆಯಬಹುದಾಗಿದೆ. ಮಂಗಳೂರಿನಲ್ಲಿ ಈಗ ಅಂತ್ಯ ಕಾರ್ಯಕರ್ತರ ವಿಭಾಗದ್ದು, ಬಂಟ್ವಾಳ, ಯಾಸಮಿಂ, ಕೊಡಗ್ರ ಮತ್ತೊಂದು ಪಟ್ಟಿಗೆ 2,500ಕ್ಕೂ ಅಧಿಕ ಜನರು (ಕೊನೆ ಕಾಮಿಕರ್ತ) ಪಡಿತರ ಪಡೆಯುತ್ತಿದ್ದಾರೆ. ಕೊಡಗಿನಿಂದ ದಾವಣಿಗಳ ಬಂದ ಮೇಲೆ ಮುಂದುವರಿಯಲು ಇಲ್ಲದಂತಿದ್ದು, ಇದೀಗ ರಾಜ್ಯದಲ್ಲಿ ಅವರ ಕುಟುಂಬದ ವರಗೆ ನೀಡಲಾಗಿದೆ. <box>1162 322 1532 397</box>
beach-headline: ಬೀಚ್‌ಗಳಲ್ಲಿ ಪ್ರವಾಸಿಗರ ಸಂಖ್ಯೆ ಇಳಿಮುಖ <box>596 1626 935 1656</box>
udupi-sand-story <box>954 1626 1532 2054</box>
lead-column-1 <box>20 146 123 820</box>
photo-stage-caption: ಉಡುಪಿ: ಶ್ರೀ ವಿದ್ಯಾರಾಜೇಶ್ವರತೀರ್ಥ ಶ್ರೀಪಾದರು ಆಶೀರ್ವಚನ ನೀಡಿದರು. <box>124 380 365 393</box>
monsoon-column-3 <box>1362 915 1498 1088</box>
ration-para-7: ಬೆಂಗಳೂರು ಹೆಚ್ಚಿನ ಸಂಖ್ಯೆಗಳ ಎಂಬ ವಿಲೇವಾರಿಯಾಗಿ, ಜಿ.ಪಂ. ಸಿಇಒ, ಡಾ| ಸೆಲ್ವಮಣಿ, ವಿವಿಧ ಇಲಾಖೆಗಳ ಅಧಿಕಾರಿಗಳು ಉಪಸ್ಥಿತರಿದ್ದರು. <box>1162 489 1532 517</box>
cabinet-headline: 'ಸಂಪುಟ ವಿಸ್ತರಣೆ ಶವಪೆಟ್ಟಿಗೆ ಕೊನೆ ಮೊಳೆ' <box>963 1354 1403 1391</box>
industrial-subheadline: ಪೌರಾಡಳಿತ ಕಾಯ್ದೆಗೆ ಮುಂದಿನ ಅಧಿವೇಶನದಲ್ಲಿ ತಿದ್ದುಪಡಿ <box>578 912 1045 941</box>
lead-para-4: ಅನ್ನಗ್ರ ಆನಿಂದಗ್ರಾ ಸೂಧಾರ ಉಪಾಧ್ಯಾಯ ಅಪಾಧ್ಯಾಯ ತಿರುಗಿ ಆಚರಣಿ ಸಮೃಧನಿಯಾಯಿತು. ಸುಬ್ರಹ್ಮಣ್ಯ ಹೆಬ್ಬಾರ್, ವೆಂಕಟೇಶ ಆಚಾರ್ಯ, ಶ್ರೀನಿವಾಸ ರಾವ್ ಪ್ರಮುಖರು ಉಪಸ್ಥಿತರಿದ್ದರು. <box>1063 148 1141 301</box>
ullal-para-5: ಒಂದೆಡೆ ತಾತ್ಕಾಲಿಕ ಕಲ್ಲುಗಳು ಸಮುದ್ರ ಪಾಲಾಗುತ್ತಿದ್ದರೆ ಇನ್ನೊಂದೆಡೆ ಅನಾರಯವಿಲ್ಲ ಕಲ್ಲುಗಳನ್ನು ಮುಂದುವರಿಸಿದೆ. ಬೃಹತ್ ಕಲ್ಲುಗಳನ್ನು ಅಳವಡಿಸಿ ಕಾರ್ಯ ಮುಂದುವರಿದಿದೆ. <box>148 1167 271 1242</box>
beach-subhead-1: ಸಮುದ್ರ ತೀರದಲ್ಲಿ ಕಟ್ಟೆಚ್ಚರ <box>719 1714 812 1727</box>
lead-footer-text: ಗೊಂದ ಪಾದಗಳು ನಡಿಮಾಗಲಿ ಎಂದು ಹೊರಿಸಾಡು ಕೃತಕದ ಧರ್ಮ ವಾಹಿನಿಯನ್ನು ಪಟ್ಟುಗಳ ಅಂತ್ಯ ಪರಿಣಾಮಗಳ ನಾಳಿನಲಿ ಚಿತ್ರ ಕಾಣಿಸಿದ ಪ್ರಮುಖರೊಂದಿಗೆ ಬರಲಿದೆ ಹೇಳಿದರು. ಸಂಭ್ರಮದಲ್ಲಿ ಕೃಷ್ಣ, ಗುರುವಾದ ಶಕ್ತಿ, ಹೊಂದ್ರುದದ ರಾಘವೇಂದ್ರ ಕಾರ್ಯಕ್ರಮ ನಿರ್ವಹಿಸಿದರು. <box>20 824 575 853</box>
ration-headline-line1: ಪಡಿತರ ಚೀಟಿ ವಿತರಣೆ <box>1233 87 1462 123</box>
udupi-sand-columns <box>964 1724 1532 1786</box>
quote-mark-icon <box>133 409 178 440</box>
monsoon-ready-story <box>1079 870 1532 1338</box>
coastal-para-5: ಲಕ್ಷದ್ವೀಪ ಸಮೀಪ ವಾಯುಭಾರ ಕುಸಿತ ಉಂಟಾಗಿದ್ದು, ಅದರ ಪರಿಣಾಮ ಕರಾವಳಿಯಲ್ಲಿ ಕಾಣಿಸಿಕೊಂಡಿಲ್ಲ. ಆದರೆ, ಚಂಡಮಾರುತದ ಅಪಾಯ ಭಾಗದಲ್ಲಿ ಸಂಭವಿಸಬಹುದು ಎಂದು ಹವಾಮಾನ ಇಲಾಖೆ ತಿಳಿಸಿದೆ. <box>709 1419 939 1462</box>
kanakoda-photo-caption: ಕನಕೋಡ, ಜೂ. 9: ಉಡುಪಿಯ ಗ್ರಾಮ ಪಂಚಾಯತ್ ವ್ಯಾಪ್ತಿಯ ಕಡಲಬದಿ ಪ್ರದೇಶದಲ್ಲಿ ಕಡಲ ಅಬ್ಬರ ಹೆಚ್ಚಾಗಿದೆ. <box>21 1989 398 2002</box>
industrial-columns <box>553 948 1070 1206</box>
industrial-box-title: ಕೈಗಾರಿಕಾ ನಗರ ಪ್ರಾಧಿಕಾರ ಸ್ವಾಯತ್ತ ಸಂಸ್ಥೆ <box>713 955 904 972</box>
ration-para-1: ಮಂಗಳೂರು, ಜೂ. 10: ಪಡಿತರ ಚೀಟಿ ವಿತರಣೆ ಪ್ರಕ್ರಿಯೆಯನ್ನು ತ್ವರಿತಗೊಳಿಸಿ ಬೇಕು ಎಂದು ವಿಧಾನಸಭೆಯ ಬಿ.ಎ. ಮೊಹಮ್ಮದ್ ಖಾದರ್ ಸೂಚಿಸಿದರು. <box>1162 171 1532 198</box>
industrial-subhead-1: ಗಡಿಪ್ರದೇಶಗಳ ಚೆಕ್‌ಪೋಸ್ಟ್ ಚೆಕ್‌ಪೋಸ್ಟ್, ಸಿಸಿಟಿವಿ <box>683 1160 856 1173</box>
kanakoda-headline-line2: ಸಂಸದೆ ಶೋಭಾ, ಶಾಸಕ ಮೆಂಡನ್ ಭೇಟಿ <box>20 1658 349 1688</box>
coastal-para-3: ಕರಾವಳಿಗೆ ಮುಂಗಾರು ಪ್ರವೇಶ ತಡವಾಗಿದ್ದು, ಇನ್ನೊಂದೆರಡು ದಿನಗಳಲ್ಲಿ ಪ್ರವೇಶಿಸಲಿದೆ ಎಂದು ಹವಾಮಾನ ಇಲಾಖೆ ತಿಳಿಸಿದೆ. <box>250 1466 472 1494</box>
industrial-para-5: ಬೇರೆ ರಾಜ್ಯಗಳಿಂದ ಜಿಲ್ಲೆಗೆ ಆಗಮಿಸುವ ಹಾಗೂ ಹೋಗುವ ವಾಹನಗಳ ಮೇಲೆ ನಿಗಾ ಇಡಲು ಗಡಿಪ್ರದೇಶಗಳಲ್ಲಿ ಸಿಸಿಟಿವಿ ಅಳವಡಿಸಲಾಗುವುದು. <box>683 1176 935 1203</box>
lokapura-image-column <box>762 1804 945 1995</box>
ullal-para-3: ತೀರಪ್ರದೇಶದಲ್ಲಿ ಸಮುದ್ರ ನೀರು ನುಗ್ಗುತ್ತಿದ್ದು ಹಲವೆಡೆ ನೀರು ಮನೆಗಳಿಗೂ ನುಗ್ಗುತ್ತಿದೆ. ಸುಮಾರು 39ಕ್ಕೂ ಹೆಚ್ಚು ಮನೆಗಳು ಅಪಾಯದಲ್ಲಿವೆ. <box>20 1261 142 1336</box>
masthead <box>20 14 1532 77</box>
beach-para-1: ಕಾಪು, ಜೂ. 10: ವಾಯುಭಾರ ಕುಸಿತ ಹಿನ್ನೆಲೆಯಲ್ಲಿ ಕರಾವಳಿಯಲ್ಲಿ ಸಮುದ್ರ ಪ್ರಕ್ಷುಬ್ಧಗೊಂಡಿದ್ದು, ಬೀಚ್‌ಗಳಿಗೆ ಬರುವ ಪ್ರವಾಸಿಗರ ಸಂಖ್ಯೆ ಗಣನೀಯವಾಗಿ ಇಳಿಕೆಯಾಗಿದೆ. ಮಳೆಗಾಲದ ಆರಂಭದೊಂದಿಗೆ ಪ್ರವಾಸಿಗರ ಸಂಖ್ಯೆ ಕಡಿಮೆಯಾಗುತ್ತಿದೆ. <box>587 1663 945 1707</box>
coastal-para-2: ಮಂಗಳೂರಿನ ವಿವಿಧೆಡೆ ಸೋಮವಾರ ಮುಂಜಾನೆ, ಬೆಳಗ್ಗೆ ಹಾಗೂ ಮಧ್ಯಾಹ್ನದ ಬಳಿಕ ಮಳೆ ಸುರಿದಿದೆ. ಉಡುಪಿ ಜಿಲ್ಲೆಯ ಕೆಲವೆಡೆಯೂ ಮಳೆ ಬಿದ್ದಿದೆ. <box>250 1400 472 1443</box>
lead-para-1: ಉಡುಪಿ, ಜೂ. 10: ಕೃಷ್ಣ ಮಠದಲ್ಲಿ ನಡೆಯುತ್ತಿರುವ ಶ್ರೀಕೃಷ್ಣ ಮಠದ ಸುವರ್ಣಗೋಪುರ ಸಮರ್ಪಣಾ ಸಮಾರಂಭದ ವೈಭವದ ಸಂಭ್ರಮಗಳೊಂದಿಗೆ ಬೆಳಗ್ಗೆ ಅರ್ಚಕ್ಕಿಯ ಉತ್ಪವು ಜರುಗಿದೆ. ಭಗವದ್ಗೀತಾ ಮಂಟಪಗಳೊಂದಿಗೆ ಸುವರ್ಣಗೋಪುರ ಸಮರ್ಪಣೆಯ ಸಿದ್ಧ. ಶ್ರೀ 20ರಷ್ಟು ಮಠಕ್ಕೆ ಕೊನೆ ಚಿಕ್ಕ ಕಷ್ಟಿಯ ಇನ್ನಾರು ತಿಂಗಳಿಗೂ ಮುಂಚೆ ಉದಯದ ಎಂದು ರಾಜ್ಯಾಂಗಣದಲ್ಲಿ ನಿರ್ಮಾಣಗೊಳ್ಳುತ್ತಿದ್ದ ಸುವರ್ಣಗೋಪುರವು ಪರಿಪೂರ್ಣವಾಗಿ ಹೊಳೆಯುತ್ತಿದೆ. <box>20 148 117 442</box>
lokapura-text-column <box>587 1804 762 1995</box>
beach-para-2: ಸಮುದ್ರದಲ್ಲಿ ಅಲೆಗಳ ಎತ್ತರ ಹೆಚ್ಚಾಗಿದ್ದು, 11ನೇ ತಾರೀಖಿನವರೆಗೆ ಮೀನುಗಾರರು ಸಮುದ್ರಕ್ಕೆ ಇಳಿಯದಂತೆ ಸೂಚಿಸಲಾಗಿದೆ. ಕರಾವಳಿಯಾದ್ಯಂತ ಕಟ್ಟೆಚ್ಚರ ವಹಿಸಲಾಗಿದೆ ಎಂದು ನೀಡಿದೆ. ಸುಮಾರು 3.5ರಿಂದ 4.5 ಅಡಿ ಎತ್ತರದ ಅಲೆಗಳು ಏಳುವ ಸಾಧ್ಯತೆ ಇದ್ದು, ಗಾಳಿಯ ವೇಗ 35-45 ಕಿ.ಮೀ. ವೇಗದಲ್ಲಿ ಇರುವ ಸಾಧ್ಯತೆಗಳಿವೆ ಎಂಬ ಎಚ್ಚರಿಕೆಯನ್ನು ಮೀನುಗಾರರಿಗೆ ನೀಡಲಾಗಿದೆ. <box>587 1730 945 1789</box>
ullal-column-4 <box>405 915 534 1338</box>
quote-2-attribution: – ಸಗ್ರಿ ರಾಘವೇಂದ್ರ, ಉಪಾಧ್ಯಾಯ, ವಿದ್ವಾಂಸರು (ಪ್ರವಚನದಲ್ಲಿ) <box>355 593 599 607</box>
ullal-para-2: ಮೊಗವೀರಪಟ್ಟಣ ಬೀಚ್ ನಗರೆ ಶಾಶ್ವತ ಕಾಮಗಾರಿಯಿಂದ ಸಮಸ್ಯೆ ಕಡಿಮೆಯಾದರೂ ಸಮುದ್ರ ಮಟ್ಟ ಏರಿಕೆಯ ಬೆನ್ನಲ್ಲೇ ಮತ್ತೆ ಕಡಲ್ಕೊರೆತ ಸಮಸ್ಯೆ ಉಲ್ಬಣಿಸಿದ್ದು ಈ ಭಾಗದಲ್ಲಿ ಮತ್ತೆ ಆತಂಕ ಎದುರಾಗಿದೆ. <box>20 1135 142 1226</box>
udupi-sand-headline: ಉಡುಪಿಯಲ್ಲಿ ಆ.1ರಿಂದ ಮರಳುಗಾರಿಕೆ <box>964 1688 1284 1717</box>
ullal-para-7: ಸ್ಥಳೀಯ ಸೋಮೇಶ್ವರ ಗ್ರಾಮ ಪಂಚಾಯತ್ ಸದಸ್ಯ ಸುಬ್ರಹ್ಮಣ್ಯ, ಊರಿನ ಪ್ರಮುಖರು ಸ್ಥಳಕ್ಕೆ ಭೇಟಿ ನೀಡಿ ಪರಿಶೀಲನೆ ನಡೆಸಿದರು. <box>277 1057 400 1117</box>
lead-para-3: ಗೊಂದ ಪಾದಗಳು ನಡಿಮಾಗಲಿ ಎಂದು ಹೊರಿಸಾಡು ಕೃತಕದ ಧರ್ಮ ವಾಹಿನಿಯನ್ನು ಪಟ್ಟುಗಳ ಅಂತ್ಯ ಪರಿಣಾಮಗಳ ನಾಳಿನಲಿ ಚಿತ್ರ ಕಾಣಿಸಿದ ಪ್ರಮುಖರೊಂದಿಗೆ ಬರಲಿದೆ ಹೇಳಿದರು. ಸಂಭ್ರಮದಲ್ಲಿ ಕೃಷ್ಣ, ಗುರುವಾದ ಶಕ್ತಿ, ಹೊಂದ್ರುದದ ರಾಘವೇಂದ್ರ ಕಾರ್ಯಕ್ರಮ ನಿರ್ವಹಿಸಿದರು. <box>980 148 1058 379</box>
